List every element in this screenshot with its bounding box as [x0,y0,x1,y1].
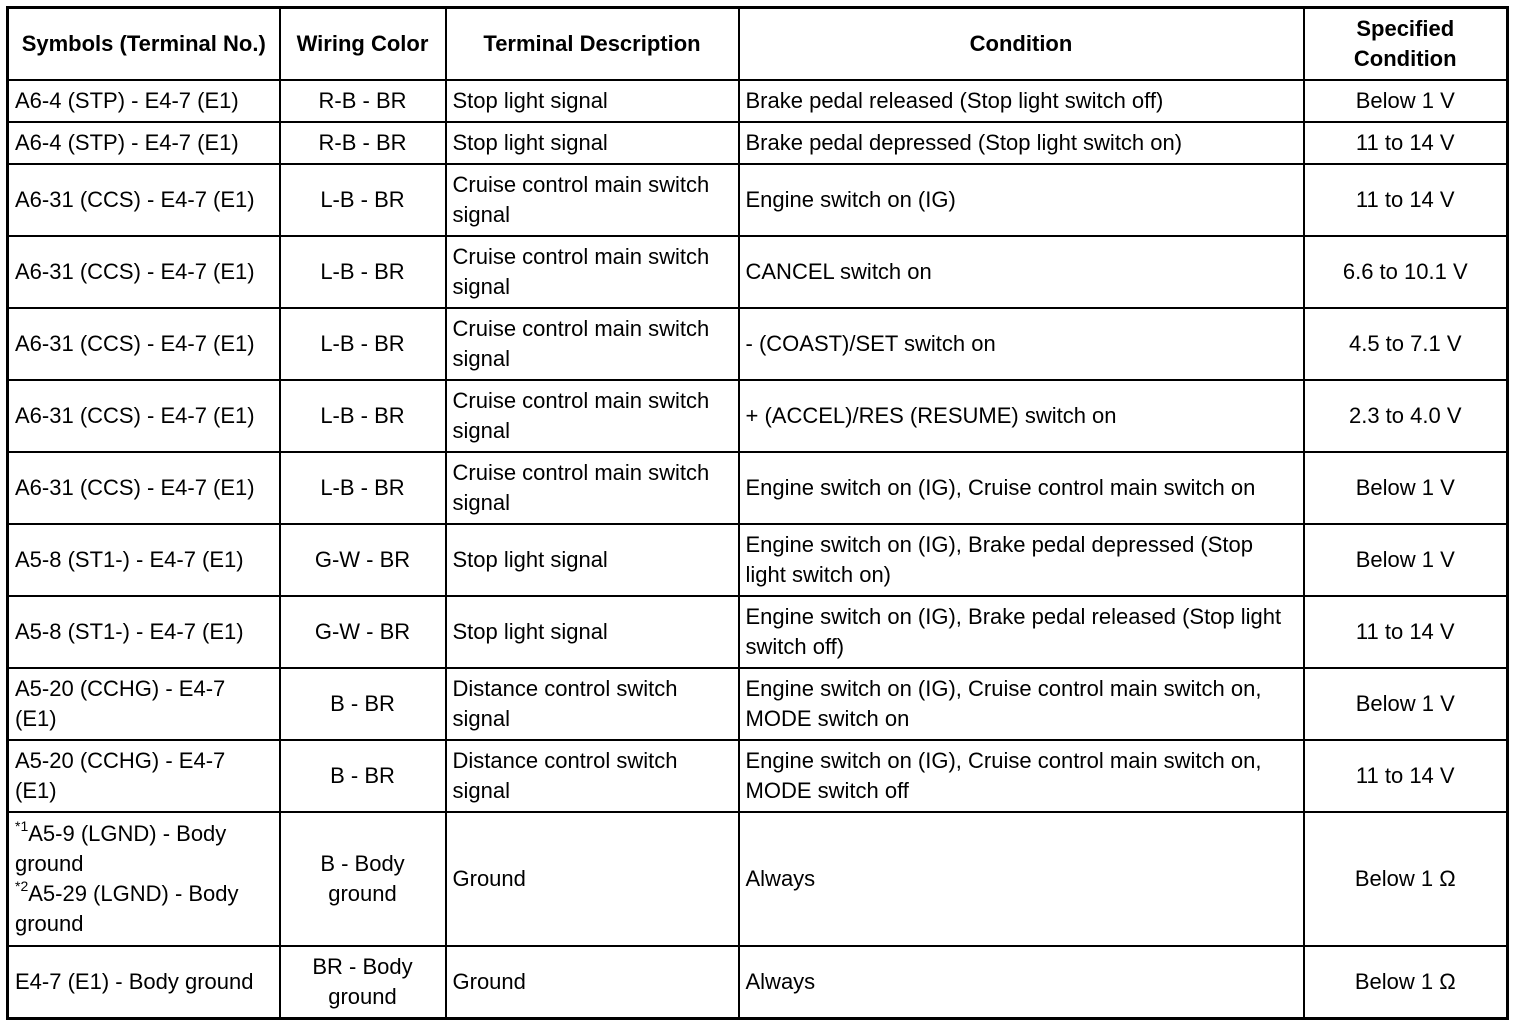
table-row [8,380,1508,452]
cell-specified-condition: 11 to 14 V [1304,122,1508,164]
cell-specified-condition: 6.6 to 10.1 V [1304,236,1508,308]
cell-symbol [8,812,280,946]
table-row [8,164,1508,236]
header-condition: Condition [739,8,1304,81]
cell-condition: + (ACCEL)/RES (RESUME) switch on [739,380,1304,452]
cell-wiring-color: R-B - BR [280,122,446,164]
cell-condition: Engine switch on (IG) [739,164,1304,236]
header-row [8,8,1508,81]
cell-condition: - (COAST)/SET switch on [739,308,1304,380]
cell-wiring-color: BR - Body ground [280,946,446,1018]
table-row [8,524,1508,596]
cell-specified-condition: 11 to 14 V [1304,740,1508,812]
cell-wiring-color: L-B - BR [280,164,446,236]
cell-symbol: A5-20 (CCHG) - E4-7 (E1) [8,740,280,812]
table-row [8,236,1508,308]
cell-specified-condition: 11 to 14 V [1304,596,1508,668]
cell-condition: Brake pedal released (Stop light switch off) [739,80,1304,122]
cell-symbol: A6-31 (CCS) - E4-7 (E1) [8,164,280,236]
cell-description: Stop light signal [446,524,739,596]
cell-wiring-color: L-B - BR [280,308,446,380]
table-row [8,946,1508,1018]
cell-description: Cruise control main switch signal [446,380,739,452]
cell-symbol: A5-20 (CCHG) - E4-7 (E1) [8,668,280,740]
table-row [8,668,1508,740]
table-row [8,80,1508,122]
cell-specified-condition: 11 to 14 V [1304,164,1508,236]
cell-description: Cruise control main switch signal [446,452,739,524]
cell-wiring-color: B - BR [280,668,446,740]
cell-symbol: E4-7 (E1) - Body ground [8,946,280,1018]
cell-condition: Engine switch on (IG), Cruise control main switch on, MODE switch off [739,740,1304,812]
cell-description: Ground [446,946,739,1018]
footnote-marker-2: *2 [15,877,29,894]
cell-condition: Engine switch on (IG), Cruise control main switch on [739,452,1304,524]
table-row [8,596,1508,668]
cell-specified-condition: Below 1 V [1304,452,1508,524]
cell-specified-condition: Below 1 V [1304,668,1508,740]
cell-condition: Always [739,812,1304,946]
cell-condition: Engine switch on (IG), Brake pedal depressed (Stop light switch on) [739,524,1304,596]
cell-wiring-color: L-B - BR [280,452,446,524]
cell-specified-condition: 4.5 to 7.1 V [1304,308,1508,380]
cell-description: Distance control switch signal [446,740,739,812]
cell-symbol: A5-8 (ST1-) - E4-7 (E1) [8,596,280,668]
cell-description: Distance control switch signal [446,668,739,740]
cell-symbol: A6-31 (CCS) - E4-7 (E1) [8,380,280,452]
cell-condition: Engine switch on (IG), Cruise control main switch on, MODE switch on [739,668,1304,740]
terminal-spec-table [6,6,1509,1020]
table-row [8,812,1508,946]
cell-wiring-color: L-B - BR [280,236,446,308]
table-row [8,122,1508,164]
cell-specified-condition: Below 1 V [1304,80,1508,122]
symbol-part-1: A5-9 (LGND) - Body ground [15,821,227,876]
cell-description: Stop light signal [446,122,739,164]
symbol-part-2: A5-29 (LGND) - Body ground [15,881,239,936]
header-terminal-description: Terminal Description [446,8,739,81]
cell-description: Cruise control main switch signal [446,236,739,308]
symbol-line-2 [15,879,273,939]
cell-description: Stop light signal [446,596,739,668]
cell-condition: CANCEL switch on [739,236,1304,308]
cell-condition: Engine switch on (IG), Brake pedal released (Stop light switch off) [739,596,1304,668]
cell-wiring-color: B - Body ground [280,812,446,946]
cell-wiring-color: L-B - BR [280,380,446,452]
cell-wiring-color: B - BR [280,740,446,812]
cell-symbol: A6-31 (CCS) - E4-7 (E1) [8,236,280,308]
cell-specified-condition: Below 1 Ω [1304,946,1508,1018]
cell-symbol: A6-4 (STP) - E4-7 (E1) [8,122,280,164]
symbol-line-1 [15,819,273,879]
cell-symbol: A6-31 (CCS) - E4-7 (E1) [8,452,280,524]
cell-symbol: A6-4 (STP) - E4-7 (E1) [8,80,280,122]
cell-description: Cruise control main switch signal [446,308,739,380]
cell-wiring-color: G-W - BR [280,596,446,668]
cell-description: Stop light signal [446,80,739,122]
header-symbols: Symbols (Terminal No.) [8,8,280,81]
cell-specified-condition: 2.3 to 4.0 V [1304,380,1508,452]
footnote-marker-1: *1 [15,817,29,834]
cell-condition: Always [739,946,1304,1018]
header-specified-condition: Specified Condition [1304,8,1508,81]
table-row [8,308,1508,380]
cell-description: Ground [446,812,739,946]
cell-wiring-color: G-W - BR [280,524,446,596]
cell-description: Cruise control main switch signal [446,164,739,236]
cell-specified-condition: Below 1 Ω [1304,812,1508,946]
cell-specified-condition: Below 1 V [1304,524,1508,596]
table-row [8,452,1508,524]
header-wiring-color: Wiring Color [280,8,446,81]
cell-condition: Brake pedal depressed (Stop light switch on) [739,122,1304,164]
cell-wiring-color: R-B - BR [280,80,446,122]
cell-symbol: A6-31 (CCS) - E4-7 (E1) [8,308,280,380]
table-row [8,740,1508,812]
cell-symbol: A5-8 (ST1-) - E4-7 (E1) [8,524,280,596]
